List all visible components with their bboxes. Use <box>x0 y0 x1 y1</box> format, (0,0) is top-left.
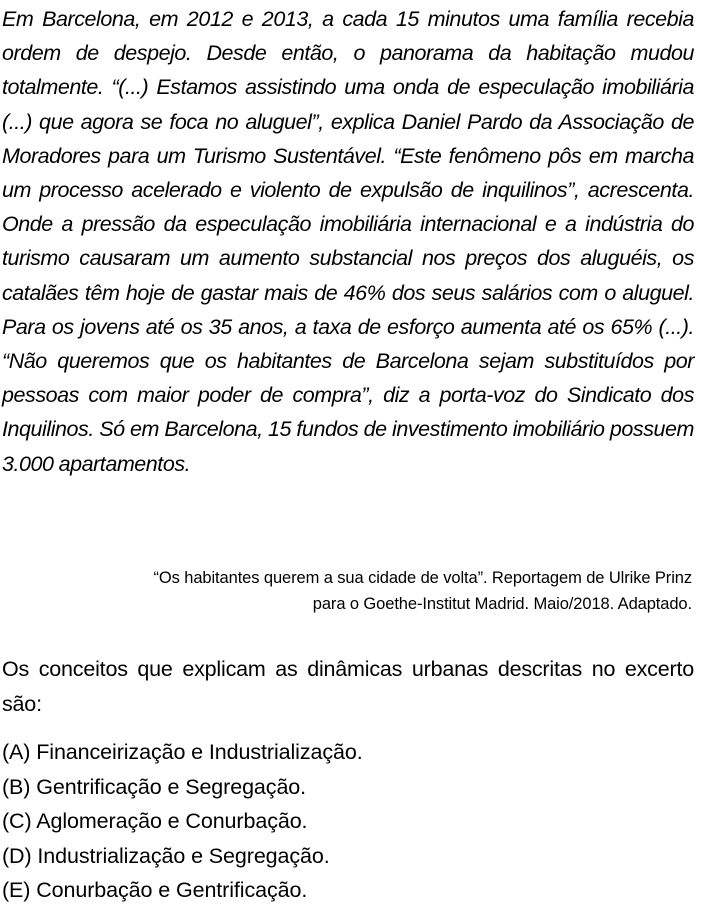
source-citation-line-2: para o Goethe-Institut Madrid. Maio/2018. Adaptado. <box>312 595 692 613</box>
excerpt-source-citation <box>2 565 692 617</box>
answer-option-c[interactable]: (C) Aglomeração e Conurbação. <box>2 809 308 833</box>
question-stem: Os conceitos que explicam as dinâmicas urbanas descritas no excerto são: <box>2 657 694 716</box>
answer-options-list <box>2 735 694 908</box>
source-citation-line-1: “Os habitantes querem a sua cidade de volta”. Reportagem de Ulrike Prinz <box>153 569 692 587</box>
answer-option-d[interactable]: (D) Industrialização e Segregação. <box>2 843 330 868</box>
answer-option-e[interactable]: (E) Conurbação e Gentrificação. <box>2 878 308 902</box>
answer-option-b[interactable]: (B) Gentrificação e Segregação. <box>2 774 307 799</box>
answer-option-a[interactable]: (A) Financeirização e Industrialização. <box>2 740 363 764</box>
excerpt-passage: Em Barcelona, em 2012 e 2013, a cada 15 minutos uma família recebia ordem de despejo. Desde então, o panorama da habitação mudou totalmente. “(...) Estamos assistindo uma onda de especulação imobiliária (...) que agora se foca no aluguel”, explica Daniel Pardo da Associação de Moradores para um Turismo Sustentável. “Este fenômeno pôs em marcha um processo acelerado e violento de expulsão de inquilinos”, acrescenta. Onde a pressão da especulação imobiliária internacional e a indústria do turismo causaram um aumento substancial nos preços dos aluguéis, os catalães têm hoje de gastar mais de 46% dos seus salários com o aluguel. Para os jovens até os 35 anos, a taxa de esforço aumenta até os 65% (...). “Não queremos que os habitantes de Barcelona sejam substituídos por pessoas com maior poder de compra”, diz a porta-voz do Sindicato dos Inquilinos. Só em Barcelona, 15 fundos de investimento imobiliário possuem 3.000 apartamentos. <box>2 7 694 476</box>
